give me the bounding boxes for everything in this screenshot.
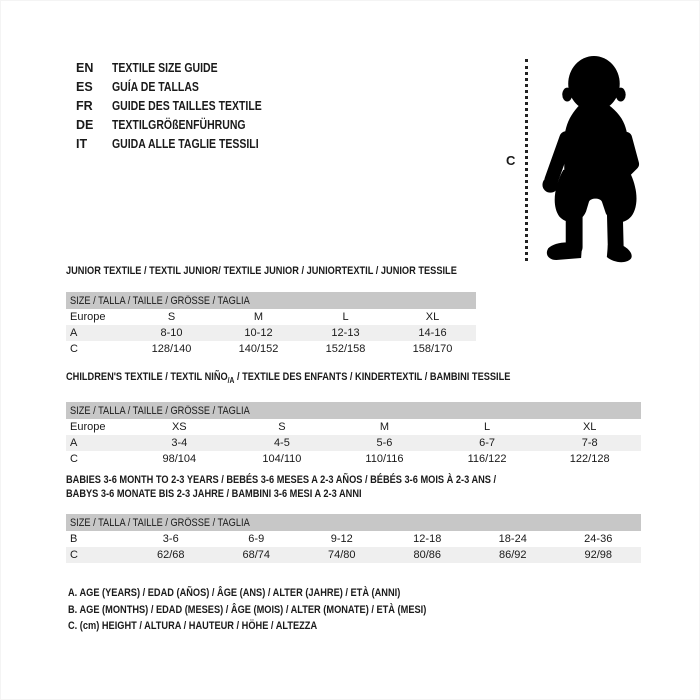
- language-row-fr: [76, 97, 290, 116]
- table-row-a: [66, 435, 641, 451]
- footnote-c: C. (cm) HEIGHT / ALTURA / HAUTEUR / HÖHE / ALTEZZA: [68, 620, 318, 632]
- table-row-c: [66, 341, 476, 357]
- size-cell: L: [302, 309, 389, 325]
- language-label: TEXTILGRÖßENFÜHRUNG: [112, 118, 246, 132]
- junior-size-table: [66, 292, 476, 357]
- value-cell: 128/140: [128, 341, 215, 357]
- value-cell: 3-4: [128, 435, 231, 451]
- language-label: GUÍA DE TALLAS: [112, 80, 199, 94]
- language-label: GUIDA ALLE TAGLIE TESSILI: [112, 137, 259, 151]
- table-row-c: [66, 547, 641, 563]
- section-heading-children: [66, 370, 641, 388]
- row-label: C: [66, 451, 128, 467]
- size-cell: S: [231, 419, 334, 435]
- language-code: DE: [76, 118, 94, 132]
- babies-size-table: [66, 514, 641, 563]
- language-label: TEXTILE SIZE GUIDE: [112, 61, 218, 75]
- table-row-c: [66, 451, 641, 467]
- height-dashed-line: [525, 59, 528, 261]
- value-cell: 122/128: [538, 451, 641, 467]
- table-row-a: [66, 325, 476, 341]
- row-label: B: [66, 531, 128, 547]
- table-header-text: SIZE / TALLA / TAILLE / GRÖSSE / TAGLIA: [70, 294, 250, 307]
- value-cell: 12-18: [385, 531, 471, 547]
- children-size-table: [66, 402, 641, 467]
- row-label: Europe: [66, 309, 128, 325]
- size-cell: XS: [128, 419, 231, 435]
- section-heading-text: BABYS 3-6 MONATE BIS 2-3 JAHRE / BAMBINI 3-6 MESI A 2-3 ANNI: [66, 488, 362, 500]
- language-code: ES: [76, 80, 93, 94]
- value-cell: 68/74: [214, 547, 300, 563]
- table-header-bar: [66, 514, 641, 531]
- table-row-europe: [66, 419, 641, 435]
- language-row-it: [76, 135, 290, 154]
- value-cell: 4-5: [231, 435, 334, 451]
- value-cell: 116/122: [436, 451, 539, 467]
- table-header-bar: [66, 292, 476, 309]
- value-cell: 74/80: [299, 547, 385, 563]
- value-cell: 18-24: [470, 531, 556, 547]
- language-list: [76, 59, 290, 154]
- value-cell: 86/92: [470, 547, 556, 563]
- section-children: [66, 370, 641, 467]
- value-cell: 6-7: [436, 435, 539, 451]
- language-row-en: [76, 59, 290, 78]
- value-cell: 7-8: [538, 435, 641, 451]
- size-cell: S: [128, 309, 215, 325]
- measure-label-c: C: [506, 153, 516, 168]
- size-cell: XL: [389, 309, 476, 325]
- table-header-text: SIZE / TALLA / TAILLE / GRÖSSE / TAGLIA: [70, 516, 250, 529]
- language-label: GUIDE DES TAILLES TEXTILE: [112, 99, 262, 113]
- value-cell: 12-13: [302, 325, 389, 341]
- value-cell: 3-6: [128, 531, 214, 547]
- value-cell: 158/170: [389, 341, 476, 357]
- size-cell: M: [333, 419, 436, 435]
- value-cell: 140/152: [215, 341, 302, 357]
- section-heading-babies-line2: [66, 487, 641, 501]
- language-code: EN: [76, 61, 94, 75]
- size-cell: M: [215, 309, 302, 325]
- value-cell: 14-16: [389, 325, 476, 341]
- section-heading-junior: [66, 264, 641, 278]
- table-header-text: SIZE / TALLA / TAILLE / GRÖSSE / TAGLIA: [70, 404, 250, 417]
- value-cell: 24-36: [556, 531, 642, 547]
- value-cell: 98/104: [128, 451, 231, 467]
- language-row-de: [76, 116, 290, 135]
- baby-silhouette-icon: [531, 53, 651, 263]
- footnotes: [68, 585, 495, 635]
- language-code: IT: [76, 137, 88, 151]
- value-cell: 6-9: [214, 531, 300, 547]
- section-junior: [66, 264, 641, 357]
- value-cell: 8-10: [128, 325, 215, 341]
- value-cell: 62/68: [128, 547, 214, 563]
- language-row-es: [76, 78, 290, 97]
- row-label: C: [66, 547, 128, 563]
- table-row-europe: [66, 309, 476, 325]
- value-cell: 9-12: [299, 531, 385, 547]
- value-cell: 92/98: [556, 547, 642, 563]
- footnote-a: A. AGE (YEARS) / EDAD (AÑOS) / ÂGE (ANS) / ALTER (JAHRE) / ETÀ (ANNI): [68, 587, 401, 599]
- section-babies: [66, 473, 641, 563]
- row-label: Europe: [66, 419, 128, 435]
- row-label: C: [66, 341, 128, 357]
- value-cell: 110/116: [333, 451, 436, 467]
- size-cell: L: [436, 419, 539, 435]
- section-heading-text: JUNIOR TEXTILE / TEXTIL JUNIOR/ TEXTILE JUNIOR / JUNIORTEXTIL / JUNIOR TESSILE: [66, 265, 457, 277]
- size-cell: XL: [538, 419, 641, 435]
- table-row-b: [66, 531, 641, 547]
- row-label: A: [66, 325, 128, 341]
- value-cell: 5-6: [333, 435, 436, 451]
- value-cell: 104/110: [231, 451, 334, 467]
- value-cell: 152/158: [302, 341, 389, 357]
- value-cell: 80/86: [385, 547, 471, 563]
- row-label: A: [66, 435, 128, 451]
- section-heading-babies-line1: [66, 473, 641, 487]
- table-header-bar: [66, 402, 641, 419]
- value-cell: 10-12: [215, 325, 302, 341]
- section-heading-text: BABIES 3-6 MONTH TO 2-3 YEARS / BEBÉS 3-6 MESES A 2-3 AÑOS / BÉBÉS 3-6 MOIS À 2-3 ANS /: [66, 474, 497, 486]
- height-figure: [506, 51, 651, 266]
- language-code: FR: [76, 99, 93, 113]
- footnote-b: B. AGE (MONTHS) / EDAD (MESES) / ÂGE (MOIS) / ALTER (MONATE) / ETÀ (MESI): [68, 603, 427, 616]
- section-heading-text: CHILDREN'S TEXTILE / TEXTIL $NIÑO_{/A}$ / TEXTILE DES ENFANTS / KINDERTEXTIL / BAMBINI TESSILE: [66, 371, 511, 386]
